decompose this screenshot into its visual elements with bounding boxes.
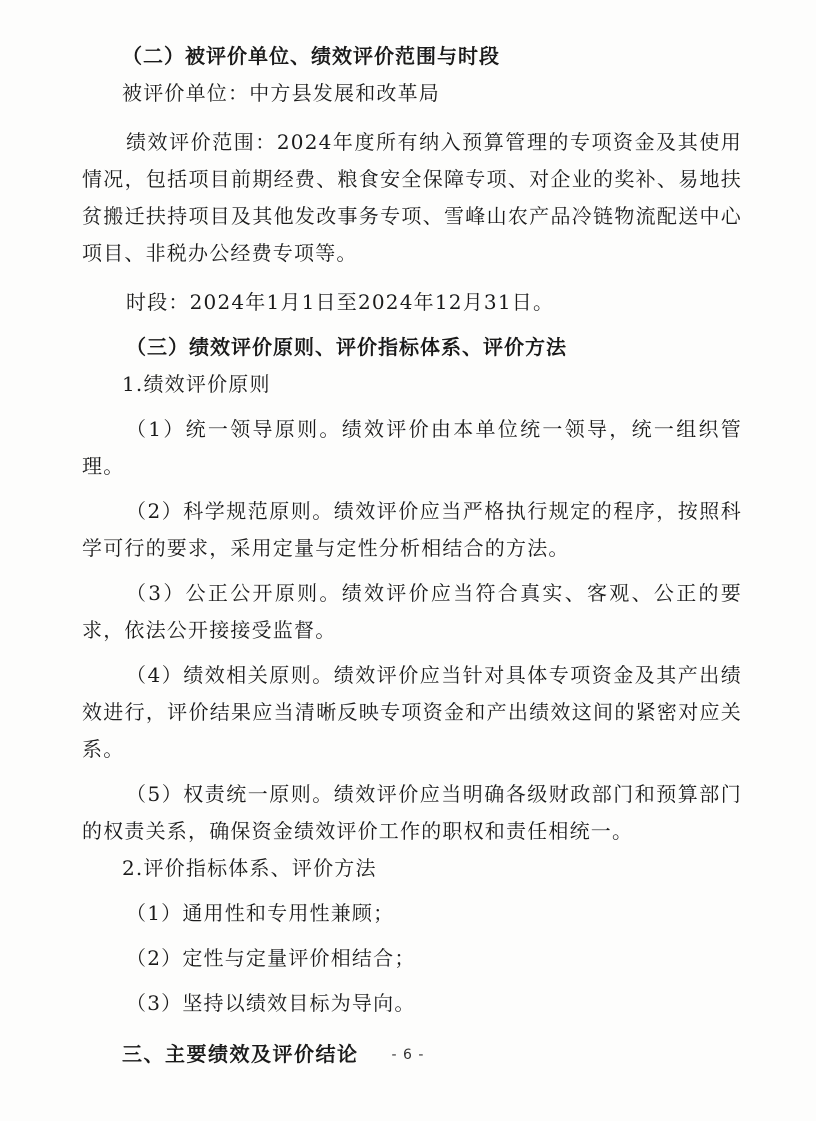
evaluation-scope: 绩效评价范围：2024年度所有纳入预算管理的专项资金及其使用情况，包括项目前期经费、粮食安全保障专项、对企业的奖补、易地扶贫搬迁扶持项目及其他发改事务专项、雪峰山农产品冷链物流配送中心项目、非税办公经费专项等。	[82, 130, 742, 265]
principle-2: （2）科学规范原则。绩效评价应当严格执行规定的程序，按照科学可行的要求，采用定量与定性分析相结合的方法。	[82, 499, 742, 560]
evaluation-period: 时段：2024年1月1日至2024年12月31日。	[126, 290, 555, 314]
method-3: （3）坚持以绩效目标为导向。	[126, 991, 416, 1015]
principle-4: （4）绩效相关原则。绩效评价应当针对具体专项资金及其产出绩效进行，评价结果应当清晰反映专项资金和产出绩效这间的紧密对应关系。	[82, 663, 742, 761]
page-number: - 6 -	[391, 1047, 425, 1063]
heading-unit-scope: （二）被评价单位、绩效评价范围与时段	[122, 44, 500, 68]
evaluated-unit: 被评价单位：中方县发展和改革局	[122, 81, 440, 105]
heading-indicators-methods: 2.评价指标体系、评价方法	[122, 856, 377, 880]
principle-3: （3）公正公开原则。绩效评价应当符合真实、客观、公正的要求，依法公开接接受监督。	[82, 581, 742, 642]
heading-principles-system: （三）绩效评价原则、评价指标体系、评价方法	[126, 335, 567, 359]
method-1: （1）通用性和专用性兼顾；	[126, 901, 395, 925]
method-2: （2）定性与定量评价相结合；	[126, 946, 416, 970]
heading-principles: 1.绩效评价原则	[122, 372, 271, 396]
principle-5: （5）权责统一原则。绩效评价应当明确各级财政部门和预算部门的权责关系，确保资金绩效评价工作的职权和责任相统一。	[82, 782, 742, 843]
principle-1: （1）统一领导原则。绩效评价由本单位统一领导，统一组织管理。	[82, 417, 742, 478]
document-body	[82, 38, 742, 1073]
section-title-main-performance: 三、主要绩效及评价结论	[122, 1042, 359, 1066]
